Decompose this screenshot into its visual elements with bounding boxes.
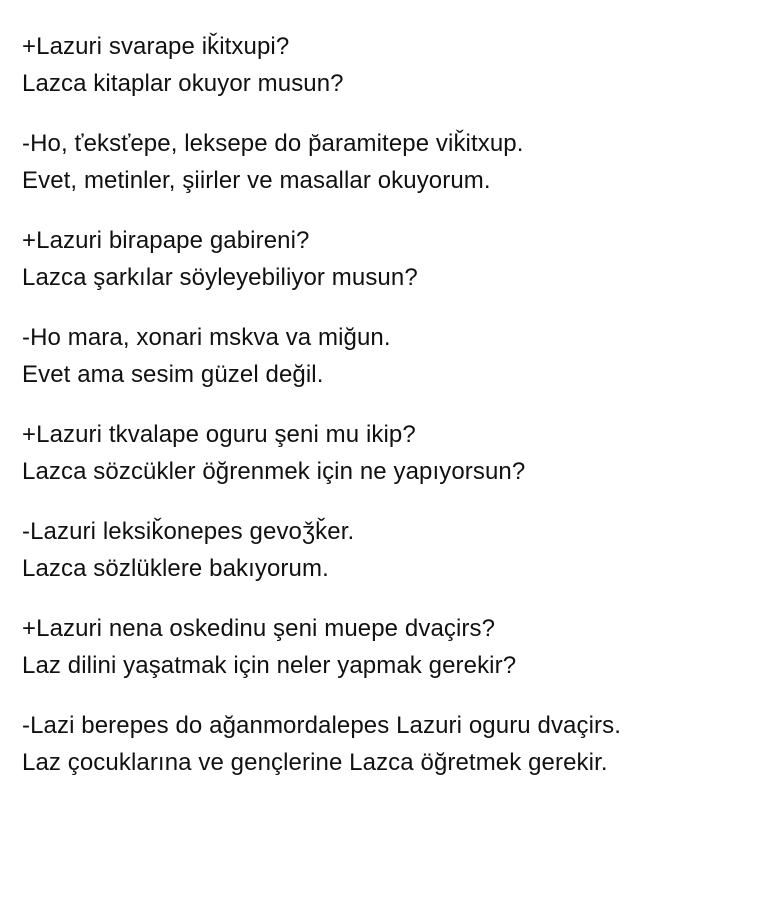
dialogue-pair	[22, 319, 752, 393]
dialogue-pair	[22, 513, 752, 587]
turkish-line: Laz dilini yaşatmak için neler yapmak gerekir?	[22, 652, 517, 679]
dialogue-pair	[22, 125, 752, 199]
lazuri-line: -Lazi berepes do ağanmordalepes Lazuri oguru dvaçirs.	[22, 712, 621, 739]
lazuri-line: -Ho mara, xonari mskva va miğun.	[22, 324, 391, 351]
turkish-line: Evet, metinler, şiirler ve masallar okuyorum.	[22, 167, 491, 194]
lazuri-line: -Lazuri leksiǩonepes gevoǯǩer.	[22, 518, 355, 545]
dialogue-pair	[22, 222, 752, 296]
lazuri-line: +Lazuri nena oskedinu şeni muepe dvaçirs?	[22, 615, 496, 642]
dialogue-pair	[22, 610, 752, 684]
turkish-line: Lazca şarkılar söyleyebiliyor musun?	[22, 264, 418, 291]
lazuri-line: -Ho, ťeksťepe, leksepe do p̆aramitepe viǩitxup.	[22, 130, 524, 157]
dialogue-document	[22, 28, 752, 804]
turkish-line: Lazca sözcükler öğrenmek için ne yapıyorsun?	[22, 458, 526, 485]
dialogue-pair	[22, 707, 752, 781]
turkish-line: Lazca kitaplar okuyor musun?	[22, 70, 344, 97]
turkish-line: Evet ama sesim güzel değil.	[22, 361, 324, 388]
lazuri-line: +Lazuri tkvalape oguru şeni mu ikip?	[22, 421, 416, 448]
turkish-line: Laz çocuklarına ve gençlerine Lazca öğretmek gerekir.	[22, 749, 608, 776]
dialogue-pair	[22, 28, 752, 102]
lazuri-line: +Lazuri svarape iǩitxupi?	[22, 33, 290, 60]
lazuri-line: +Lazuri birapape gabireni?	[22, 227, 310, 254]
turkish-line: Lazca sözlüklere bakıyorum.	[22, 555, 329, 582]
dialogue-pair	[22, 416, 752, 490]
